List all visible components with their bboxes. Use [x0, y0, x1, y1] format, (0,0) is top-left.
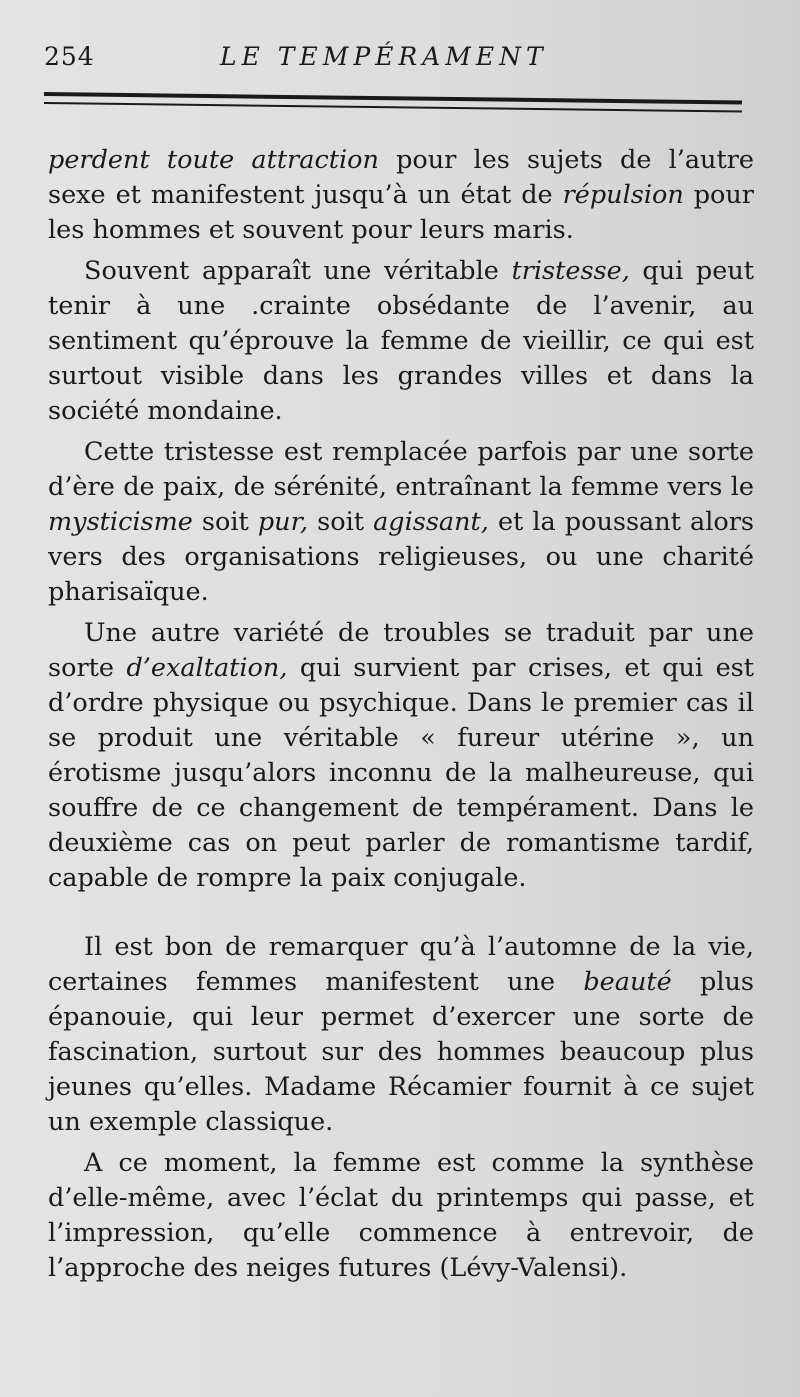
- text-segment: A ce moment, la femme est comme la synthèse d’elle-même, avec l’éclat du printemps qui passe, et l’impression, qu’elle commence à entrevoir, de l’approche des neiges futures (Lévy-Valensi).: [48, 1148, 754, 1283]
- text-segment: qui peut tenir à une .crainte obsédante de l’avenir, au sentiment qu’éprouve la femme de vieillir, ce qui est surtout visible dans les grandes villes et dans la société mondaine.: [48, 256, 755, 426]
- italic-text: beauté: [583, 967, 672, 997]
- text-segment: plus épanouie, qui leur permet d’exercer une sorte de fascination, surtout sur des hommes beaucoup plus jeunes qu’elles. Madame Récamier fournit à ce sujet un exemple classique.: [48, 967, 754, 1137]
- paragraph: [48, 254, 754, 429]
- italic-text: tristesse,: [511, 256, 630, 286]
- italic-text: mysticisme: [48, 507, 193, 537]
- paragraph: [48, 143, 754, 248]
- text-segment: soit: [308, 507, 374, 537]
- italic-text: d’exaltation,: [126, 653, 288, 683]
- text-segment: pour les hommes et souvent pour leurs maris.: [48, 180, 754, 245]
- text-segment: Une autre variété de troubles se traduit par une sorte: [48, 618, 754, 683]
- text-segment: qui survient par crises, et qui est d’ordre physique ou psychique. Dans le premier cas il se produit une véritable « fureur utérine », un érotisme jusqu’alors inconnu de la malheureuse, qui souffre de ce changement de tempérament. Dans le deuxième cas on peut parler de romantisme tardif, capable de rompre la paix conjugale.: [48, 653, 754, 893]
- paragraph: [48, 1146, 754, 1286]
- italic-text: agissant,: [373, 507, 489, 537]
- italic-text: répulsion: [562, 180, 684, 210]
- page-header: [44, 38, 764, 82]
- running-title: LE TEMPÉRAMENT: [220, 42, 548, 71]
- header-rule-thin: [44, 102, 742, 113]
- paragraph: [48, 435, 754, 610]
- text-segment: Souvent apparaît une véritable: [84, 256, 512, 286]
- text-segment: pour les sujets de l’autre sexe et manifestent jusqu’à un état de: [48, 145, 754, 210]
- page-number: 254: [44, 42, 95, 71]
- italic-text: pur,: [257, 507, 309, 537]
- italic-text: perdent toute attraction: [48, 145, 379, 175]
- paragraph: [48, 930, 754, 1140]
- paragraph: [48, 616, 754, 896]
- text-segment: Il est bon de remarquer qu’à l’automne de la vie, certaines femmes manifestent une: [48, 932, 754, 997]
- body-text: [48, 143, 754, 1286]
- text-segment: et la poussant alors vers des organisations religieuses, ou une charité pharisaïque.: [48, 507, 754, 607]
- text-segment: Cette tristesse est remplacée parfois par une sorte d’ère de paix, de sérénité, entraînant la femme vers le: [48, 437, 754, 502]
- text-segment: soit: [192, 507, 258, 537]
